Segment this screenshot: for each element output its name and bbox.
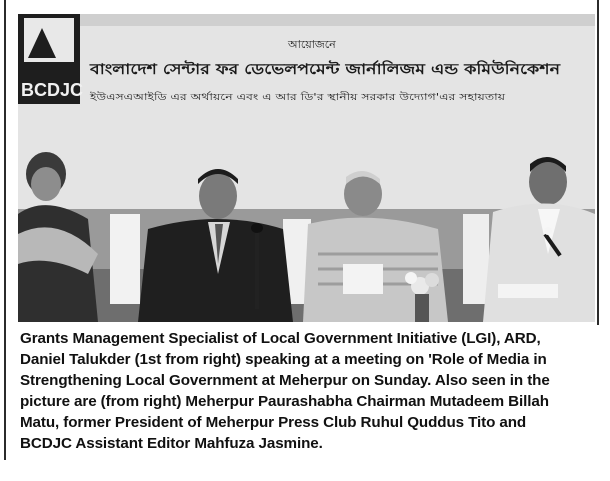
caption-line: Grants Management Specialist of Local Government Initiative (LGI), ARD, [20, 330, 541, 347]
caption-line: picture are (from right) Meherpur Paurashabha Chairman Mutadeem Billah [20, 393, 549, 410]
caption-line: Matu, former President of Meherpur Press Club Ruhul Quddus Tito and [20, 414, 527, 431]
banner-main: বাংলাদেশ সেন্টার ফর ডেভেলপমেন্ট জার্নালিজম এন্ড কমিউনিকেশন [90, 62, 481, 78]
caption-line: BCDJC Assistant Editor Mahfuza Jasmine. [20, 435, 323, 452]
logo-text: BCDJC [21, 80, 84, 100]
photo-caption [20, 328, 600, 454]
column-rule-left [4, 0, 6, 460]
bcdjc-logo [18, 14, 83, 104]
news-photo [18, 14, 595, 322]
caption-line: Daniel Talukder (1st from right) speaking at a meeting on 'Role of Media in [20, 351, 547, 368]
column-rule-right [597, 0, 599, 325]
banner-top: আয়োজনে [288, 38, 336, 51]
banner-sub: ইউএসএআইডি এর অর্থায়নে এবং এ আর ডি'র স্থানীয় সরকার উদ্যোগ'এর সহায়তায় [90, 92, 409, 103]
caption-line: Strengthening Local Government at Meherpur on Sunday. Also seen in the [20, 372, 550, 389]
